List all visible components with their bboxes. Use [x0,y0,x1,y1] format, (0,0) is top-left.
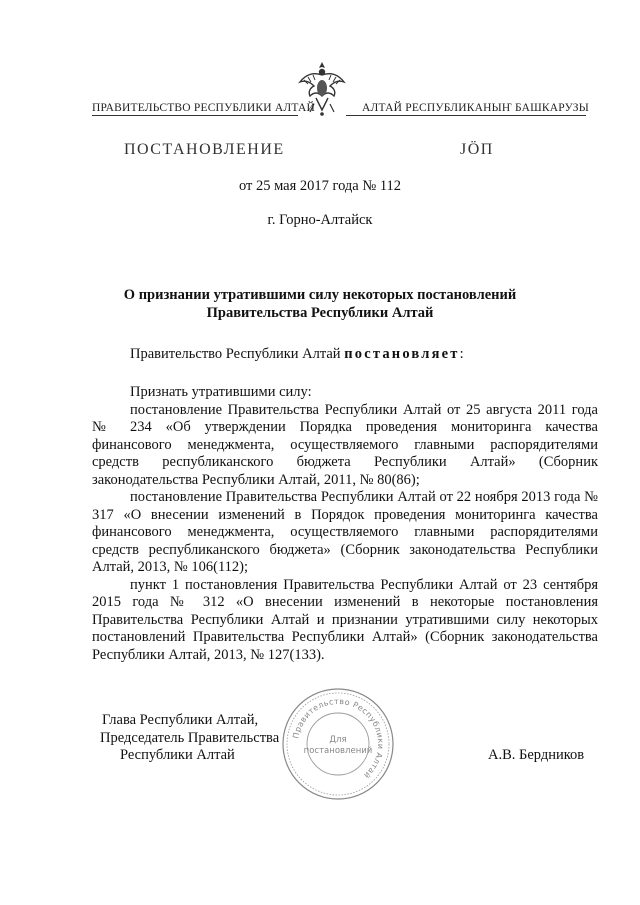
body-lead: Признать утратившими силу: [130,384,312,400]
title-line-1: О признании утратившими силу некоторых постановлений [123,287,517,303]
header-org-ru: ПРАВИТЕЛЬСТВО РЕСПУБЛИКИ АЛТАЙ [92,102,316,114]
intro-subject: Правительство Республики Алтай [130,346,341,362]
header-org-alt: АЛТАЙ РЕСПУБЛИКАНЫҤ БАШКАРУЗЫ [362,102,589,114]
header-underline-left [92,115,298,116]
intro-verb: постановляет [344,346,460,362]
title-line-2: Правительства Республики Алтай [206,305,434,321]
body-item-2: постановление Правительства Республики Алтай от 22 ноября 2013 года № 317 «О внесении изменений в Порядок проведения мониторинга качества финансового менеджмента, осуществляемого главными распорядителями средств республиканского бюджета» (Сборник законодательства Республики Алтай, 2013, № 106(112); [92,489,598,575]
position-line-1: Глава Республики Алтай, [102,712,259,728]
doc-type-ru: ПОСТАНОВЛЕНИЕ [124,141,285,158]
position-line-3: Республики Алтай [120,747,235,763]
signatory-name: А.В. Бердников [488,747,585,763]
official-stamp [280,686,396,802]
date-line: от 25 мая 2017 года № 112 [238,178,402,194]
stamp-ring-text: Правительство Республики Алтай [291,696,386,781]
city-line: г. Горно-Алтайск [267,212,373,228]
stamp-center-line-2: постановлений [303,746,373,756]
header-underline-right [346,115,586,116]
resolution-intro [130,346,464,363]
position-line-2: Председатель Правительства [100,729,280,746]
body-item-1: постановление Правительства Республики Алтай от 25 августа 2011 года № 234 «Об утверждении Порядка проведения мониторинга качества финансового менеджмента, осуществляемого главными распорядителями средств республиканского бюджета Республики Алтай» (Сборник законодательства Республики Алтай, 2011, № 80(86); [92,401,598,488]
stamp-center-line-1: Для [329,735,347,745]
intro-colon: : [459,346,464,362]
body-item-3: пункт 1 постановления Правительства Республики Алтай от 23 сентября 2015 года № 312 «О внесении изменений в некоторые постановления Правительства Республики Алтай и признании утратившими силу некоторых постановлений Правительства Республики Алтай» (Сборник законодательства Республики Алтай, 2013, № 127(133). [92,576,598,663]
signatory-position [100,712,279,765]
resolution-body [92,384,598,664]
doc-type-alt: JÖП [460,141,494,158]
document-title [60,286,580,322]
